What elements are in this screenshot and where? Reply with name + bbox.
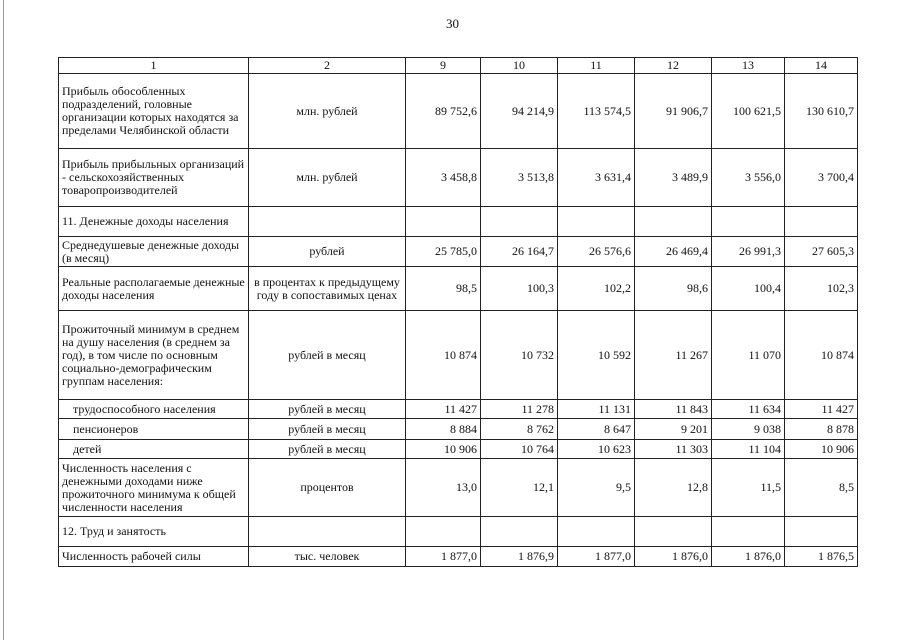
value-cell: 11 427 [406, 400, 481, 419]
value-cell: 8,5 [785, 459, 858, 517]
value-cell [785, 207, 858, 237]
value-cell: 11 427 [785, 400, 858, 419]
value-cell: 3 489,9 [635, 149, 712, 207]
value-cell: 3 556,0 [712, 149, 785, 207]
row-unit: млн. рублей [249, 74, 406, 149]
value-cell: 100,3 [481, 267, 558, 311]
value-cell: 98,5 [406, 267, 481, 311]
value-cell: 100,4 [712, 267, 785, 311]
value-cell: 8 762 [481, 419, 558, 440]
value-cell: 12,1 [481, 459, 558, 517]
value-cell: 26 576,6 [558, 237, 635, 267]
value-cell: 89 752,6 [406, 74, 481, 149]
row-unit: процентов [249, 459, 406, 517]
value-cell: 130 610,7 [785, 74, 858, 149]
table-row [59, 311, 858, 400]
header-row [59, 58, 858, 74]
row-unit: рублей в месяц [249, 419, 406, 440]
row-unit [249, 207, 406, 237]
row-name: Прибыль обособленных подразделений, головные организации которых находятся за пределами Челябинской области [59, 74, 249, 149]
value-cell: 98,6 [635, 267, 712, 311]
value-cell: 11 278 [481, 400, 558, 419]
row-unit: рублей в месяц [249, 400, 406, 419]
value-cell: 1 876,5 [785, 547, 858, 567]
row-name: детей [59, 440, 249, 459]
section-title: 12. Труд и занятость [59, 517, 249, 547]
row-unit: в процентах к предыдущему году в сопоставимых ценах [249, 267, 406, 311]
table-row [59, 237, 858, 267]
value-cell: 12,8 [635, 459, 712, 517]
value-cell: 94 214,9 [481, 74, 558, 149]
page-left-edge [3, 0, 4, 640]
value-cell [712, 517, 785, 547]
row-unit: тыс. человек [249, 547, 406, 567]
value-cell: 11 267 [635, 311, 712, 400]
row-name: пенсионеров [59, 419, 249, 440]
header-cell: 13 [712, 58, 785, 74]
value-cell: 10 732 [481, 311, 558, 400]
value-cell: 25 785,0 [406, 237, 481, 267]
value-cell: 1 876,0 [635, 547, 712, 567]
value-cell: 9 038 [712, 419, 785, 440]
value-cell: 11 104 [712, 440, 785, 459]
value-cell [481, 517, 558, 547]
value-cell: 3 513,8 [481, 149, 558, 207]
value-cell: 11 070 [712, 311, 785, 400]
value-cell: 11 843 [635, 400, 712, 419]
table-row [59, 149, 858, 207]
value-cell: 9 201 [635, 419, 712, 440]
table-row [59, 74, 858, 149]
header-cell: 12 [635, 58, 712, 74]
row-name: трудоспособного населения [59, 400, 249, 419]
table-row [59, 419, 858, 440]
value-cell: 1 876,9 [481, 547, 558, 567]
value-cell: 91 906,7 [635, 74, 712, 149]
section-row [59, 207, 858, 237]
header-cell: 10 [481, 58, 558, 74]
value-cell [406, 207, 481, 237]
value-cell: 26 164,7 [481, 237, 558, 267]
value-cell: 113 574,5 [558, 74, 635, 149]
value-cell: 9,5 [558, 459, 635, 517]
row-name: Прибыль прибыльных организаций - сельскохозяйственных товаропроизводителей [59, 149, 249, 207]
value-cell: 10 874 [785, 311, 858, 400]
row-name: Численность рабочей силы [59, 547, 249, 567]
value-cell: 13,0 [406, 459, 481, 517]
value-cell [635, 517, 712, 547]
value-cell: 10 592 [558, 311, 635, 400]
value-cell [558, 517, 635, 547]
value-cell: 3 631,4 [558, 149, 635, 207]
value-cell: 11 634 [712, 400, 785, 419]
value-cell: 10 874 [406, 311, 481, 400]
value-cell: 102,2 [558, 267, 635, 311]
row-unit: рублей [249, 237, 406, 267]
value-cell [558, 207, 635, 237]
value-cell: 10 623 [558, 440, 635, 459]
value-cell: 26 991,3 [712, 237, 785, 267]
value-cell: 26 469,4 [635, 237, 712, 267]
row-name: Среднедушевые денежные доходы (в месяц) [59, 237, 249, 267]
header-cell: 11 [558, 58, 635, 74]
row-unit: млн. рублей [249, 149, 406, 207]
row-unit: рублей в месяц [249, 311, 406, 400]
page-number: 30 [446, 16, 459, 31]
value-cell: 11 303 [635, 440, 712, 459]
table-row [59, 440, 858, 459]
value-cell [712, 207, 785, 237]
value-cell: 102,3 [785, 267, 858, 311]
value-cell: 10 764 [481, 440, 558, 459]
value-cell [635, 207, 712, 237]
row-unit [249, 517, 406, 547]
value-cell: 1 877,0 [558, 547, 635, 567]
value-cell: 8 878 [785, 419, 858, 440]
header-cell: 2 [249, 58, 406, 74]
row-unit: рублей в месяц [249, 440, 406, 459]
value-cell: 3 458,8 [406, 149, 481, 207]
value-cell: 3 700,4 [785, 149, 858, 207]
section-title: 11. Денежные доходы населения [59, 207, 249, 237]
row-name: Прожиточный минимум в среднем на душу населения (в среднем за год), в том числе по основным социально-демографическим группам населения: [59, 311, 249, 400]
section-row [59, 517, 858, 547]
table-row [59, 459, 858, 517]
value-cell: 11 131 [558, 400, 635, 419]
value-cell: 8 884 [406, 419, 481, 440]
header-cell: 1 [59, 58, 249, 74]
value-cell [785, 517, 858, 547]
table-row [59, 400, 858, 419]
row-name: Реальные располагаемые денежные доходы населения [59, 267, 249, 311]
value-cell: 27 605,3 [785, 237, 858, 267]
value-cell: 8 647 [558, 419, 635, 440]
row-name: Численность населения с денежными доходами ниже прожиточного минимума к общей численности населения [59, 459, 249, 517]
table-row [59, 547, 858, 567]
value-cell: 100 621,5 [712, 74, 785, 149]
header-cell: 9 [406, 58, 481, 74]
value-cell [406, 517, 481, 547]
statistics-table [58, 57, 858, 567]
value-cell: 10 906 [785, 440, 858, 459]
value-cell: 11,5 [712, 459, 785, 517]
value-cell: 1 877,0 [406, 547, 481, 567]
value-cell: 1 876,0 [712, 547, 785, 567]
header-cell: 14 [785, 58, 858, 74]
table-row [59, 267, 858, 311]
value-cell [481, 207, 558, 237]
value-cell: 10 906 [406, 440, 481, 459]
